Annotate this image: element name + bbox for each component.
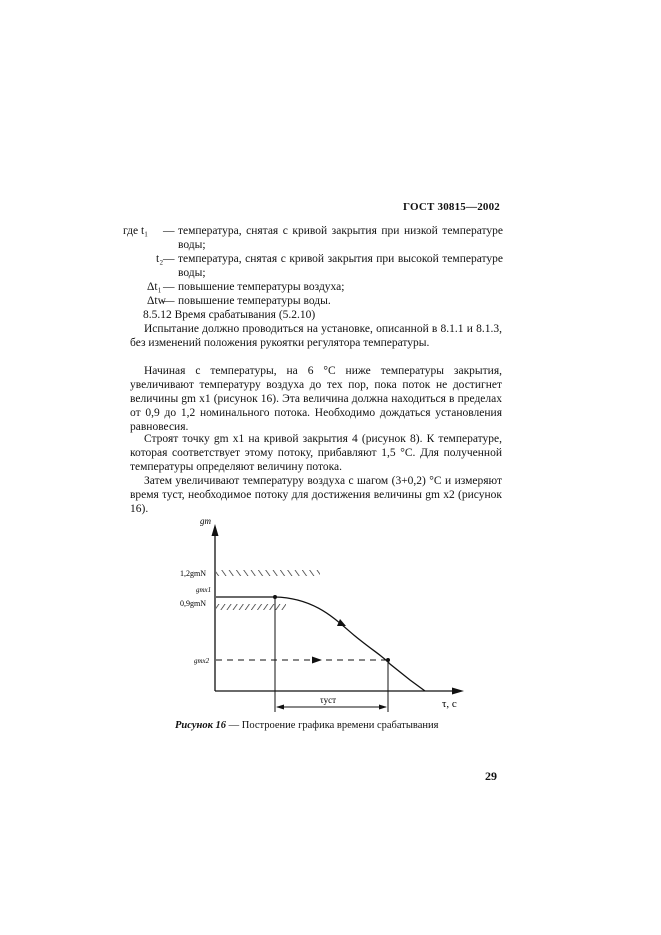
definition-symbol: где t₁ [123, 225, 149, 237]
definition-body: температура, снятая с кривой закрытия при низкой температуре воды; [178, 225, 503, 251]
upper-limit-label: 1,2gmN [180, 569, 206, 578]
closing-curve [216, 597, 425, 691]
x-axis-arrow [452, 688, 464, 695]
x-axis-label: τ, с [442, 698, 457, 710]
definition-dash: — [163, 281, 175, 293]
response-time-figure [150, 510, 490, 715]
interval-arrow-right [379, 705, 387, 710]
interval-arrow-left [276, 705, 284, 710]
document-header: ГОСТ 30815—2002 [403, 201, 500, 213]
y-axis-arrow [212, 524, 219, 536]
caption-text: — Построение графика времени срабатывания [226, 720, 439, 731]
definition-body: температура, снятая с кривой закрытия при высокой температуре воды; [178, 253, 503, 279]
gmx2-label: gmx2 [194, 657, 210, 665]
y-axis-label: gm [200, 516, 211, 526]
paragraph-2: Начиная с температуры, на 6 °С ниже температуры закрытия, увеличивают температуру воздуха до тех пор, пока поток не достигнет величины gm x1 (рисунок 16). Эта величина должна находиться в пределах от 0,9 до 1,2 номинального потока. Необходимо дождаться установления равновесия. [130, 365, 502, 433]
definition-dash: — [163, 253, 175, 265]
paragraph-1: Испытание должно проводиться на установке, описанной в 8.1.1 и 8.1.3, без изменений положения рукоятки регулятора температуры. [130, 323, 502, 349]
definition-symbol: Δtw [147, 295, 166, 307]
definition-body: повышение температуры воды. [178, 295, 331, 307]
section-heading: 8.5.12 Время срабатывания (5.2.10) [143, 309, 316, 321]
definition-dash: — [163, 295, 175, 307]
page-number: 29 [485, 769, 497, 783]
definition-body: повышение температуры воздуха; [178, 281, 345, 293]
interval-label: τуст [320, 695, 337, 705]
paragraph-3: Строят точку gm x1 на кривой закрытия 4 (рисунок 8). К температуре, которая соответствует этому потоку, прибавляют 1,5 °С. Для полученной температуры определяют величину потока. [130, 433, 502, 473]
definition-symbol: t₂ [156, 253, 164, 265]
lower-limit-label: 0,9gmN [180, 599, 206, 608]
definition-dash: — [163, 225, 175, 237]
gmx2-dashed-arrow [312, 657, 322, 664]
definition-symbol: Δt₁ [147, 281, 162, 293]
upper-limit-band [216, 570, 320, 576]
figure-caption [175, 720, 438, 731]
caption-prefix: Рисунок 16 [175, 720, 227, 731]
gmx1-label: gmx1 [196, 586, 212, 594]
paragraph-4: Затем увеличивают температуру воздуха с шагом (3+0,2) °С и измеряют время τуст, необходимое потоку для достижения величины gm x2 (рисунок 16). [130, 475, 502, 515]
